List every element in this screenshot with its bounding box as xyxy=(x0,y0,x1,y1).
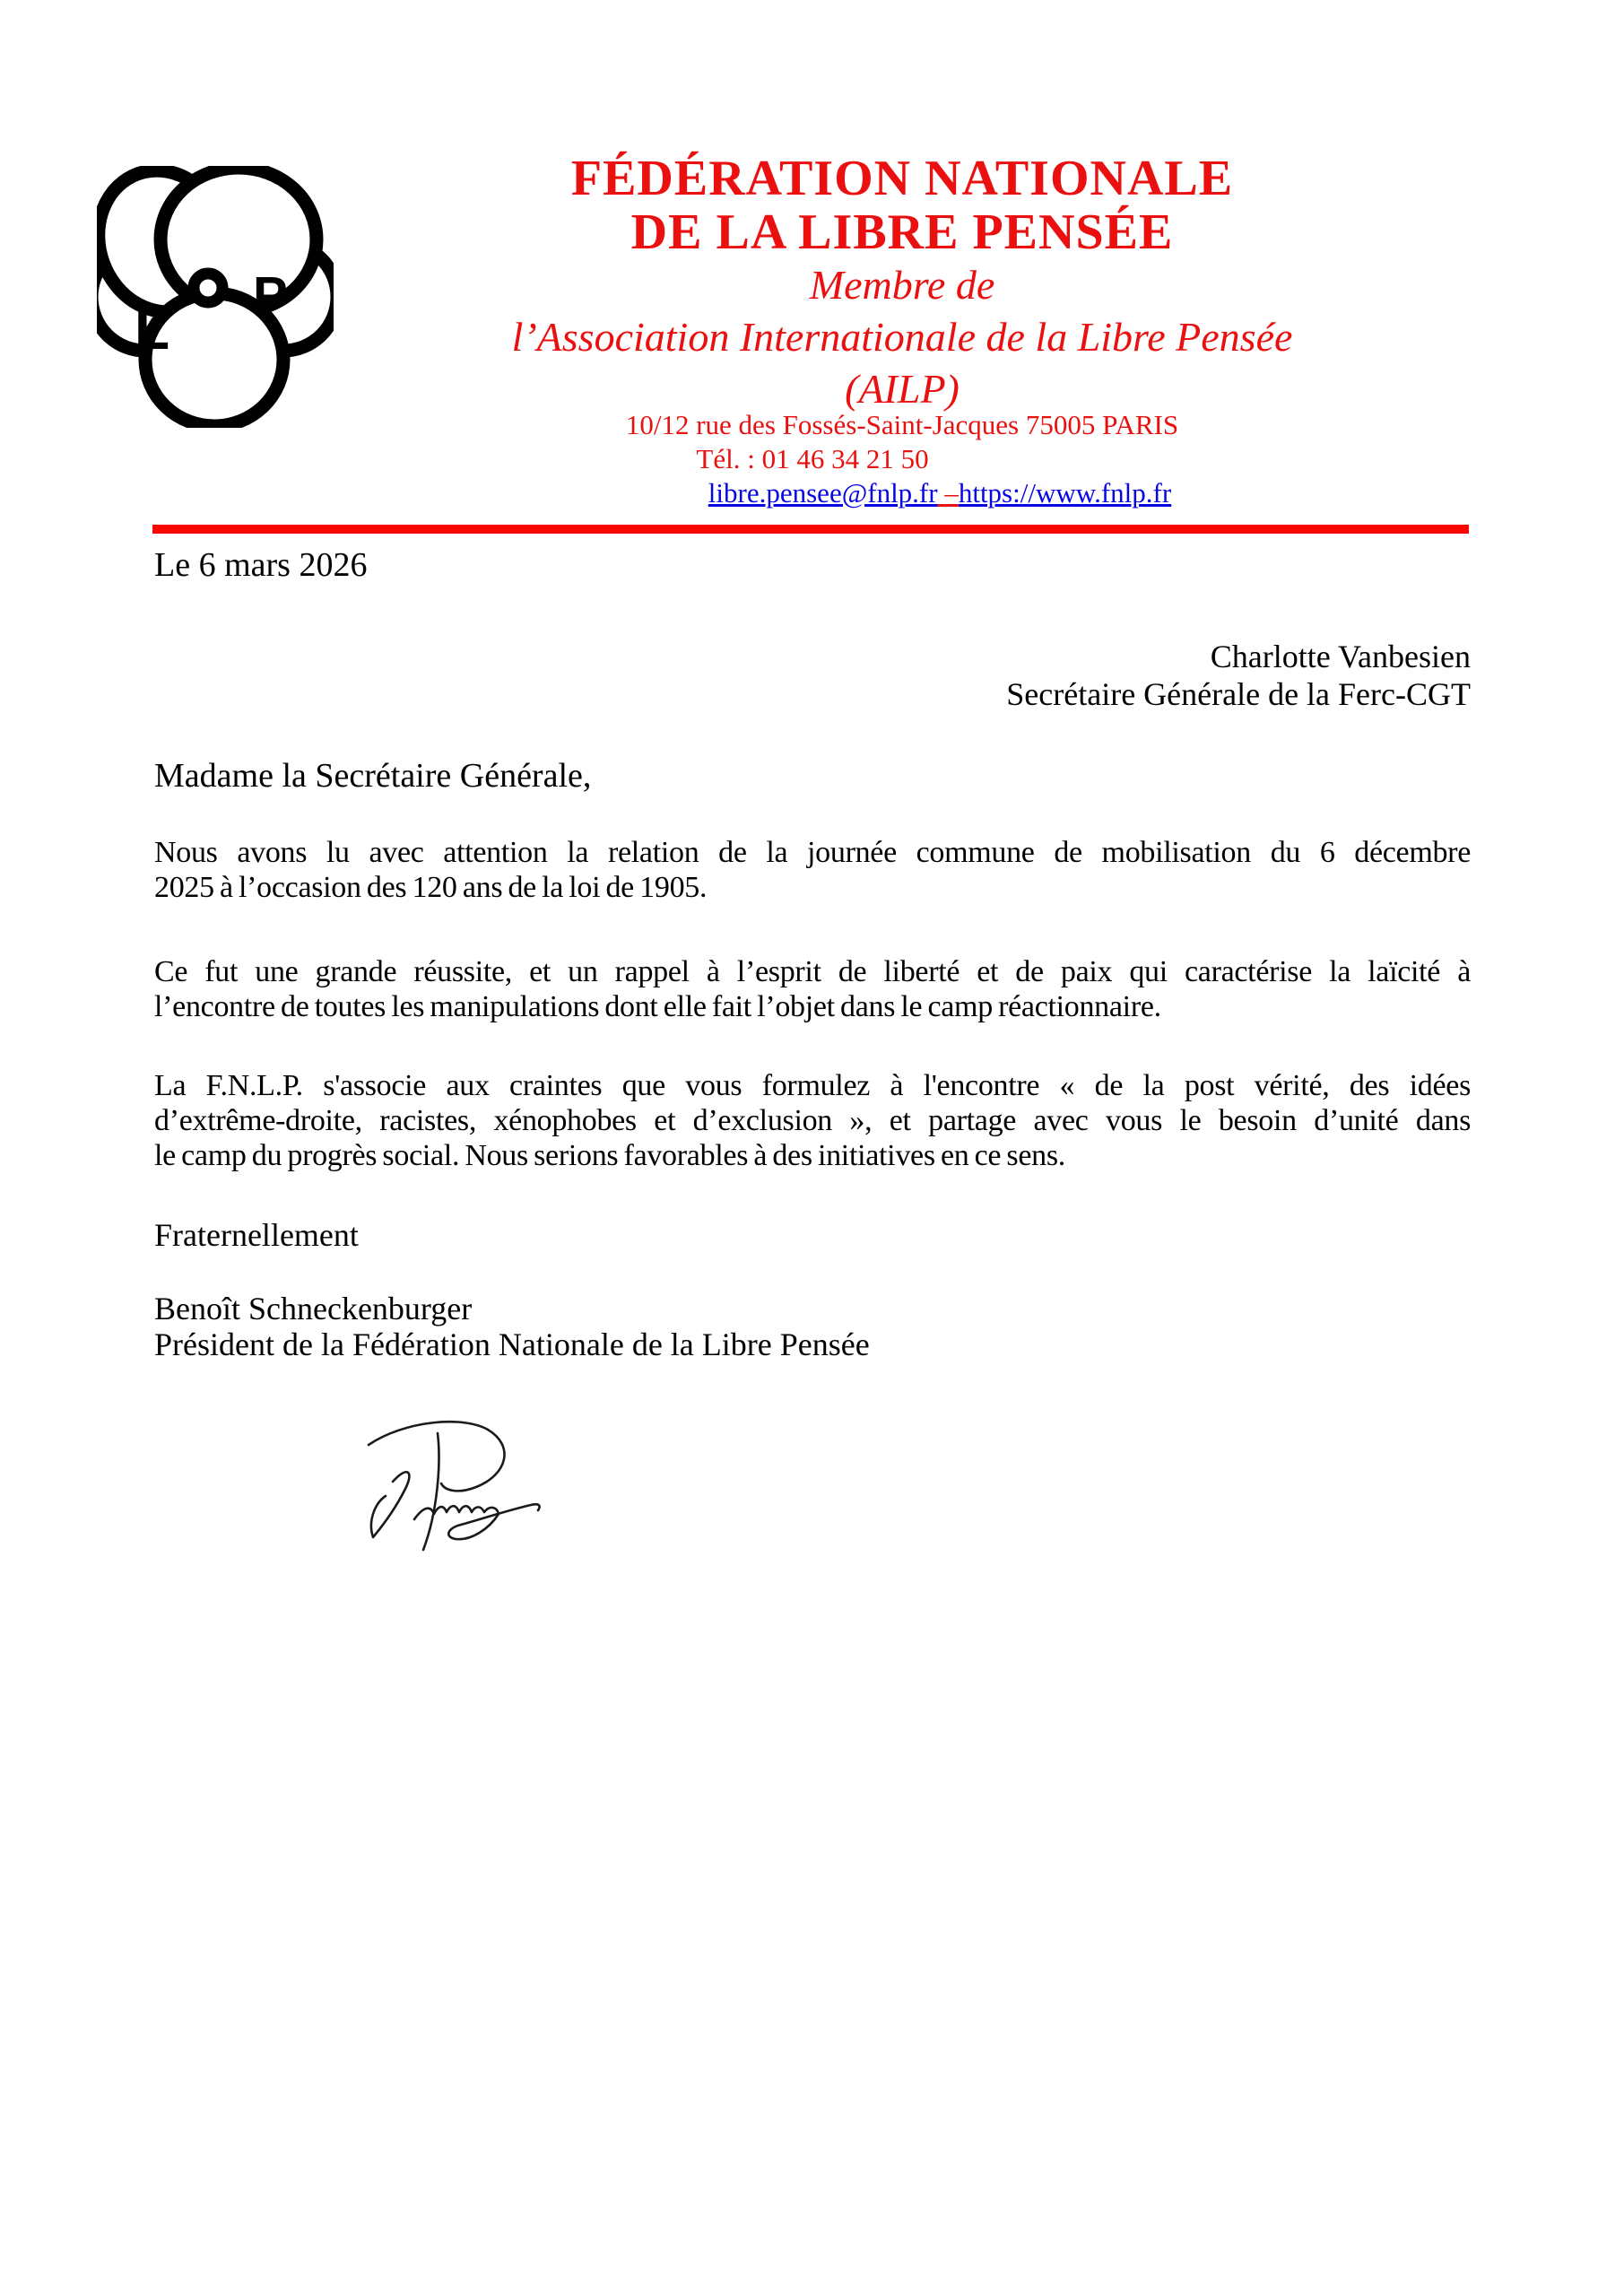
paragraph-3 xyxy=(154,1068,1471,1173)
paragraph-line: Ce fut une grande réussite, et un rappel à l’esprit de liberté et de paix qui caractérise la laïcité à xyxy=(154,955,1471,988)
paragraph-line: le camp du progrès social. Nous serions favorables à des initiatives en ce sens. xyxy=(154,1139,1065,1172)
handwritten-signature xyxy=(355,1413,567,1561)
signer-block xyxy=(154,1291,870,1362)
org-title-line2: DE LA LIBRE PENSÉE xyxy=(630,204,1174,260)
logo-letter-l: L xyxy=(135,297,170,361)
paragraph-1 xyxy=(154,835,1471,905)
address-line: 10/12 rue des Fossés-Saint-Jacques 75005 PARIS xyxy=(625,409,1179,440)
link-separator-dash: – xyxy=(944,477,959,509)
salutation: Madame la Secrétaire Générale, xyxy=(154,757,592,795)
recipient-title: Secrétaire Générale de la Ferc-CGT xyxy=(1006,676,1471,712)
fnlp-pansy-logo xyxy=(97,166,334,428)
org-subtitle-line2: l’Association Internationale de la Libre Pensée xyxy=(511,314,1293,360)
signer-title: Président de la Fédération Nationale de la Libre Pensée xyxy=(154,1326,870,1362)
org-title-line1: FÉDÉRATION NATIONALE xyxy=(570,151,1234,206)
website-link[interactable]: https://www.fnlp.fr xyxy=(958,477,1172,509)
paragraph-line: l’encontre de toutes les manipulations dont elle fait l’objet dans le camp réactionnaire. xyxy=(154,990,1161,1023)
letterhead-divider-rule xyxy=(152,525,1469,534)
paragraph-line: Nous avons lu avec attention la relation de la journée commune de mobilisation du 6 décembre xyxy=(154,836,1471,869)
links-line xyxy=(369,476,1510,510)
pansy-flower-icon xyxy=(97,166,334,428)
org-title xyxy=(332,152,1472,259)
paragraph-line: 2025 à l’occasion des 120 ans de la loi de 1905. xyxy=(154,871,708,904)
org-subtitle xyxy=(332,259,1472,415)
pansy-petal-top-right xyxy=(161,168,317,311)
email-link[interactable]: libre.pensee@fnlp.fr xyxy=(708,477,938,509)
paragraph-2 xyxy=(154,954,1471,1024)
phone-line: Tél. : 01 46 34 21 50 xyxy=(696,443,929,474)
paragraph-line: La F.N.L.P. s'associe aux craintes que vous formulez à l'encontre « de la post vérité, des idées xyxy=(154,1069,1471,1102)
signature-icon xyxy=(355,1413,567,1561)
org-subtitle-line1: Membre de xyxy=(809,262,995,308)
closing-word: Fraternellement xyxy=(154,1217,359,1253)
recipient-block xyxy=(664,638,1471,713)
letter-date: Le 6 mars 2026 xyxy=(154,546,368,584)
paragraph-line: d’extrême-droite, racistes, xénophobes et d’exclusion », et partage avec vous le besoin d’unité dans xyxy=(154,1104,1471,1137)
org-subtitle-line3: (AILP) xyxy=(845,366,960,412)
recipient-name: Charlotte Vanbesien xyxy=(1210,639,1471,674)
signer-name: Benoît Schneckenburger xyxy=(154,1291,473,1326)
pansy-center xyxy=(194,274,222,302)
org-contact xyxy=(332,408,1472,510)
logo-letter-p: P xyxy=(253,266,288,325)
